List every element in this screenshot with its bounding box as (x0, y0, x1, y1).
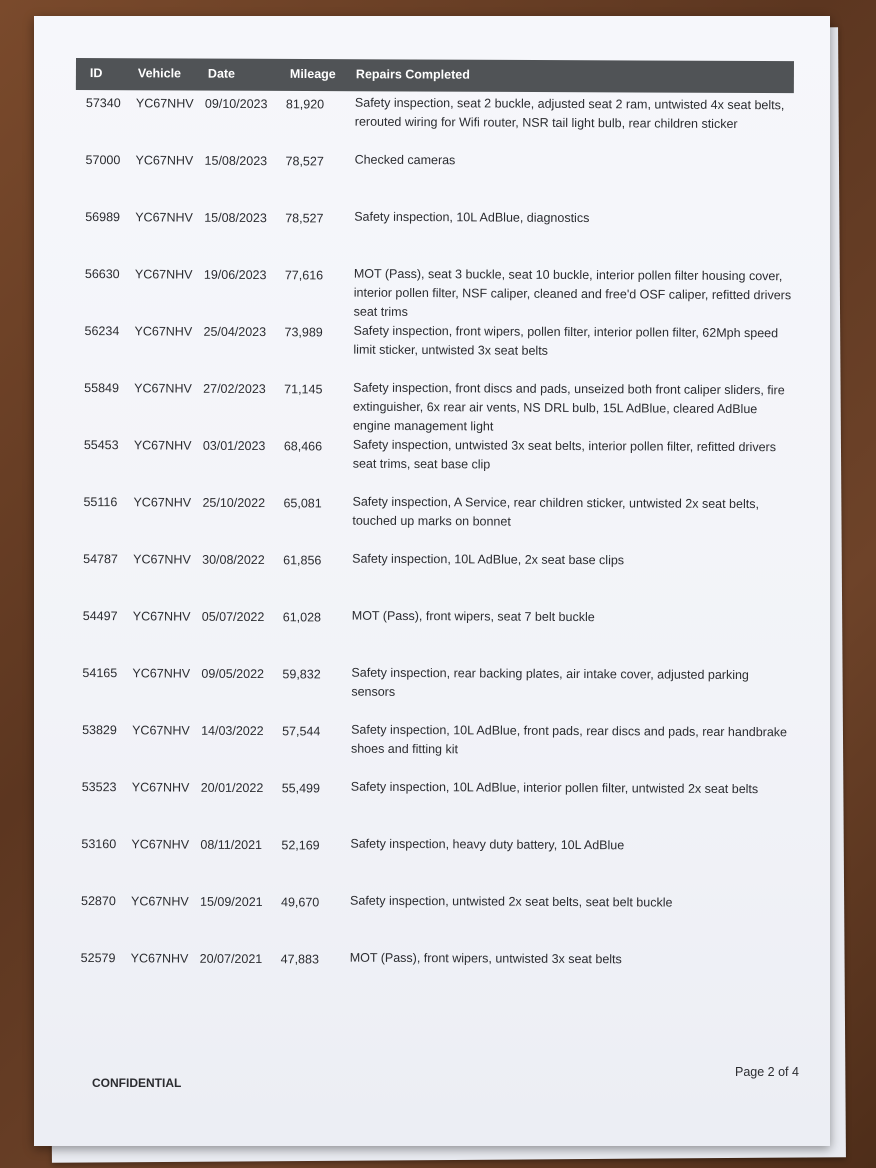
table-row (85, 206, 805, 267)
row-vehicle: YC67NHV (135, 96, 194, 111)
row-mileage: 73,989 (284, 325, 323, 340)
row-date: 05/07/2022 (201, 609, 265, 625)
row-date: 15/08/2023 (204, 153, 268, 169)
header-date: Date (207, 66, 236, 81)
table-row (84, 320, 804, 381)
row-mileage: 52,169 (281, 838, 320, 853)
row-date: 25/04/2023 (203, 324, 267, 340)
row-repairs: Safety inspection, 10L AdBlue, 2x seat base clips (352, 551, 625, 568)
row-date: 20/07/2021 (199, 951, 263, 967)
row-vehicle: YC67NHV (133, 495, 192, 510)
row-date: 27/02/2023 (203, 381, 266, 397)
row-repairs: Checked cameras (354, 152, 456, 168)
row-id: 53160 (81, 836, 117, 852)
row-id: 56630 (84, 266, 120, 282)
header-repairs: Repairs Completed (355, 67, 470, 82)
row-id: 55849 (84, 380, 119, 396)
row-id: 55453 (83, 437, 119, 453)
row-repairs: Safety inspection, front discs and pads, unseized both front caliper sliders, fire extinguisher, 6x rear air vents, NS DRL bulb, 15L AdBlue, cleared AdBlue engine management light (352, 380, 785, 434)
row-vehicle: YC67NHV (132, 609, 191, 624)
row-id: 52579 (80, 950, 116, 966)
table-row (82, 662, 802, 723)
header-id: ID (89, 66, 103, 81)
table-row (83, 491, 803, 552)
table-row (82, 719, 802, 780)
row-id: 52870 (81, 893, 116, 909)
row-date: 25/10/2022 (202, 495, 266, 511)
row-vehicle: YC67NHV (135, 153, 194, 168)
row-vehicle: YC67NHV (131, 894, 189, 909)
row-id: 54165 (82, 665, 118, 681)
row-repairs: MOT (Pass), front wipers, seat 7 belt buckle (351, 608, 595, 625)
row-date: 15/08/2023 (204, 210, 267, 226)
table-row (84, 434, 804, 495)
row-vehicle: YC67NHV (132, 723, 190, 738)
row-mileage: 57,544 (282, 724, 321, 739)
row-repairs: Safety inspection, heavy duty battery, 10L AdBlue (350, 836, 625, 853)
row-mileage: 47,883 (280, 952, 319, 967)
row-vehicle: YC67NHV (135, 210, 193, 225)
row-repairs: Safety inspection, 10L AdBlue, front pads, rear discs and pads, rear handbrake shoes and fitting kit (350, 722, 788, 757)
table-row (84, 377, 804, 438)
row-id: 53829 (82, 722, 117, 738)
row-id: 54787 (83, 551, 118, 567)
table-row (85, 263, 805, 324)
row-repairs: Safety inspection, untwisted 3x seat belts, interior pollen filter, refitted drivers seat trims, seat base clip (352, 437, 777, 472)
header-vehicle: Vehicle (137, 66, 182, 81)
repairs-table (80, 92, 806, 1008)
row-repairs: Safety inspection, untwisted 2x seat belts, seat belt buckle (350, 893, 673, 910)
row-repairs: Safety inspection, 10L AdBlue, interior pollen filter, untwisted 2x seat belts (350, 779, 759, 797)
row-repairs: Safety inspection, front wipers, pollen filter, interior pollen filter, 62Mph speed limit sticker, untwisted 3x seat belts (353, 323, 779, 358)
table-row (81, 776, 801, 837)
row-date: 14/03/2022 (201, 723, 264, 739)
row-date: 09/05/2022 (201, 666, 265, 682)
row-vehicle: YC67NHV (133, 552, 191, 567)
confidential-label: CONFIDENTIAL (92, 1076, 182, 1090)
row-mileage: 61,028 (282, 610, 322, 625)
row-vehicle: YC67NHV (131, 780, 190, 795)
row-vehicle: YC67NHV (130, 951, 189, 966)
row-vehicle: YC67NHV (134, 267, 193, 282)
row-mileage: 78,527 (285, 154, 324, 169)
table-row (83, 605, 803, 666)
document-page (34, 16, 830, 1146)
row-mileage: 65,081 (283, 496, 322, 511)
page-number: Page 2 of 4 (735, 1065, 799, 1079)
table-row (81, 890, 801, 951)
table-row (86, 92, 806, 153)
row-id: 55116 (83, 494, 118, 510)
row-vehicle: YC67NHV (134, 381, 192, 396)
header-mileage: Mileage (289, 66, 336, 82)
row-date: 03/01/2023 (202, 438, 266, 454)
row-repairs: MOT (Pass), seat 3 buckle, seat 10 buckle, interior pollen filter housing cover, interior pollen filter, NSF caliper, cleaned and free'd OSF caliper, refitted drivers seat trims (353, 266, 792, 319)
row-vehicle: YC67NHV (134, 324, 193, 339)
row-repairs: Safety inspection, 10L AdBlue, diagnostics (354, 209, 590, 226)
table-row (81, 833, 801, 894)
row-repairs: Safety inspection, rear backing plates, air intake cover, adjusted parking sensors (351, 665, 749, 699)
row-id: 54497 (82, 608, 118, 624)
table-row (85, 149, 805, 210)
row-id: 53523 (81, 779, 117, 795)
row-vehicle: YC67NHV (133, 438, 192, 453)
table-row (80, 947, 800, 1008)
row-id: 56989 (85, 209, 121, 225)
row-mileage: 49,670 (281, 895, 320, 910)
row-vehicle: YC67NHV (132, 666, 191, 681)
row-date: 15/09/2021 (200, 894, 263, 910)
row-repairs: Safety inspection, A Service, rear children sticker, untwisted 2x seat belts, touched up marks on bonnet (352, 494, 759, 529)
row-mileage: 81,920 (285, 97, 325, 112)
row-date: 20/01/2022 (200, 780, 264, 796)
row-mileage: 71,145 (284, 382, 323, 397)
row-mileage: 59,832 (282, 667, 321, 682)
row-mileage: 77,616 (284, 268, 324, 283)
row-repairs: Safety inspection, seat 2 buckle, adjusted seat 2 ram, untwisted 4x seat belts, rerouted wiring for Wifi router, NSR tail light bulb, rear children sticker (354, 95, 785, 131)
row-mileage: 61,856 (283, 553, 322, 568)
row-date: 08/11/2021 (200, 837, 263, 853)
table-row (83, 548, 803, 609)
row-id: 57340 (85, 95, 121, 111)
row-id: 57000 (85, 152, 121, 168)
row-date: 30/08/2022 (202, 552, 265, 568)
row-repairs: MOT (Pass), front wipers, untwisted 3x seat belts (349, 950, 622, 967)
row-vehicle: YC67NHV (131, 837, 190, 852)
row-date: 19/06/2023 (203, 267, 267, 283)
row-date: 09/10/2023 (204, 96, 268, 112)
table-header (76, 58, 794, 93)
row-id: 56234 (84, 323, 120, 339)
row-mileage: 68,466 (283, 439, 323, 454)
row-mileage: 55,499 (281, 781, 321, 796)
row-mileage: 78,527 (285, 211, 324, 226)
